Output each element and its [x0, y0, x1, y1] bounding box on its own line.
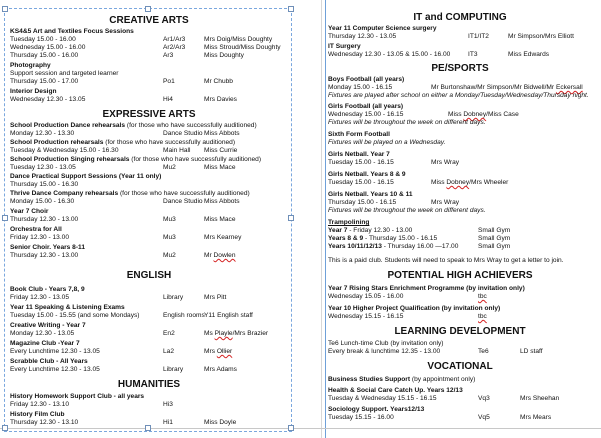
fixture-note: Fixtures will be throughout the week on different days.: [328, 207, 486, 214]
page-divider: [321, 0, 322, 438]
row-day: [328, 243, 458, 251]
activity-title: [328, 340, 443, 348]
fixture-note: Fixtures are played after school on either a Monday/Tuesday/Wednesday/Thursday night.: [328, 92, 589, 99]
row-staff: Mr Chubb: [204, 78, 233, 85]
activity-title: Dance Practical Support Sessions (Year 11 only): [10, 173, 162, 180]
row-room: Hi3: [163, 401, 173, 408]
row-staff: Miss Stroud/Miss Doughty: [204, 44, 281, 51]
row-room: La2: [163, 348, 175, 355]
row-day: Tuesday 15.00 - 15.55 (and some Mondays): [10, 312, 140, 319]
staff-prefix: Miss: [431, 179, 447, 186]
row-day: Tuesday 12.30 - 13.05: [10, 164, 76, 171]
staff-prefix: Mr: [204, 252, 214, 259]
row-day: Wednesday 15.00 - 16.15: [328, 111, 404, 118]
staff-prefix: Mr Burtonshaw/Mr Simpson/Mr Bidwell/Mr: [431, 84, 556, 91]
row-staff: Mrs Pitt: [204, 294, 227, 301]
spellcheck-word: Dobney: [446, 179, 470, 186]
row-room: Ar2/Ar3: [163, 44, 186, 51]
row-staff: [431, 179, 508, 187]
resize-handle[interactable]: [2, 425, 8, 431]
row-label: Year 7: [328, 227, 348, 234]
resize-handle[interactable]: [2, 6, 8, 12]
row-day: [328, 227, 412, 235]
row-day: Wednesday 15.00 - 16.00: [10, 44, 86, 51]
row-staff: Miss Edwards: [508, 51, 550, 58]
row-staff: Mrs Wray: [431, 159, 460, 166]
activity-title: [328, 376, 475, 384]
row-staff: Mrs Doig/Miss Doughty: [204, 36, 273, 43]
activity-title-text: School Production rehearsals: [10, 139, 104, 146]
activity-note: (by invitation only): [388, 340, 444, 347]
activity-title: Year 7 Rising Stars Enrichment Programme (by invitation only): [328, 285, 525, 292]
staff-suffix: /Mrs Wheeler: [469, 179, 509, 186]
row-day: Thursday 12.30 - 13.00: [10, 216, 79, 223]
row-day: Monday 12.30 - 13.05: [10, 330, 75, 337]
activity-title: KS4&5 Art and Textiles Focus Sessions: [10, 28, 134, 35]
row-room: Dance Studio: [163, 130, 203, 137]
activity-title: Magazine Club -Year 7: [10, 340, 80, 347]
row-day: Wednesday 12.30 - 13.05 & 15.00 - 16.00: [328, 51, 451, 58]
activity-title: Year 7 Choir: [10, 208, 49, 215]
row-room: Te6: [478, 348, 489, 355]
row-day: Thursday 15.00 - 16.30: [10, 181, 79, 188]
row-room: tbc: [478, 313, 487, 320]
row-staff: Mrs Mears: [520, 414, 552, 421]
row-day: Every Lunchtime 12.30 - 13.05: [10, 366, 100, 373]
row-time: - Friday 12.30 - 13.00: [347, 227, 413, 234]
fixture-note-text: Fixtures will be throughout the week on different days.: [328, 119, 486, 126]
activity-title: Sociology Support. Years12/13: [328, 406, 425, 413]
activity-title: Sixth Form Football: [328, 131, 390, 138]
section-heading-pha: POTENTIAL HIGH ACHIEVERS: [387, 270, 533, 281]
row-day: Friday 12.30 - 13.00: [10, 234, 70, 241]
activity-title: Trampolining: [328, 219, 370, 226]
text-frame-selection[interactable]: [4, 8, 292, 432]
activity-title: Interior Design: [10, 88, 57, 95]
activity-title-text: Te6 Lunch-time Club: [328, 340, 389, 347]
row-day: Tuesday 15.00 - 16.00: [10, 36, 76, 43]
row-room: Library: [163, 294, 184, 301]
row-day: Thursday 12.30 - 13.00: [10, 252, 79, 259]
resize-handle[interactable]: [145, 425, 151, 431]
row-day: Tuesday 15.15 - 16.00: [328, 414, 394, 421]
row-staff: Miss Mace: [204, 164, 236, 171]
row-staff: Miss Currie: [204, 147, 238, 154]
section-heading-learning-development: LEARNING DEVELOPMENT: [394, 326, 526, 337]
row-day: Tuesday & Wednesday 15.15 - 16.15: [328, 395, 437, 402]
row-day: Monday 15.00 - 16.30: [10, 198, 75, 205]
row-day: Thursday 15.00 - 16.00: [10, 52, 79, 59]
activity-note: (by appointment only): [410, 376, 476, 383]
activity-title: Scrabble Club - All Years: [10, 358, 88, 365]
row-staff: Mrs Wray: [431, 199, 460, 206]
section-heading-pe-sports: PE/SPORTS: [431, 63, 489, 74]
activity-title: Girls Football (all years): [328, 103, 404, 110]
activity-title: Senior Choir. Years 8-11: [10, 244, 86, 251]
row-staff: Miss Abbots: [204, 198, 240, 205]
activity-title: Year 10 Higher Project Qualification (by invitation only): [328, 305, 501, 312]
resize-handle[interactable]: [288, 6, 294, 12]
column-guide: [325, 0, 326, 438]
fixture-note: Fixtures will be played on a Wednesday.: [328, 139, 446, 146]
activity-title: Orchestra for All: [10, 226, 62, 233]
row-day: Thursday 15.00 - 16.15: [328, 199, 397, 206]
row-time: - Thursday 16.00 —17.00: [381, 243, 459, 250]
row-room: Main Hall: [163, 147, 191, 154]
activity-title: Book Club - Years 7,8, 9: [10, 286, 85, 293]
row-room: IT3: [468, 51, 478, 58]
row-day: Thursday 12.30 - 13.10: [10, 419, 79, 426]
activity-note: (for those who have successfully auditioned): [103, 139, 236, 146]
row-day: Tuesday & Wednesday 15.00 - 16.30: [10, 147, 119, 154]
staff-suffix: /Miss Case: [486, 111, 519, 118]
row-label: Years 10/11/12/13: [328, 243, 382, 250]
activity-note: Support session and targeted learner: [10, 70, 119, 77]
section-heading-it: IT and COMPUTING: [413, 12, 507, 23]
row-room: Mu3: [163, 216, 176, 223]
activity-title: Girls Netball. Year 7: [328, 151, 390, 158]
staff-suffix: /Mrs Brazier: [232, 330, 269, 337]
section-heading-english: ENGLISH: [126, 270, 172, 281]
row-staff: Miss Doyle: [204, 419, 237, 426]
resize-handle[interactable]: [288, 425, 294, 431]
section-heading-vocational: VOCATIONAL: [427, 361, 493, 372]
row-staff: Mrs Adams: [204, 366, 237, 373]
spellcheck-word: Ollier: [216, 348, 233, 355]
spellcheck-word: Eckersall: [555, 84, 583, 91]
activity-title-text: School Production Dance rehearsals: [10, 122, 126, 129]
resize-handle[interactable]: [145, 6, 151, 12]
row-staff: Mrs Davies: [204, 96, 237, 103]
activity-title: Boys Football (all years): [328, 76, 405, 83]
row-staff: Miss Abbots: [204, 130, 240, 137]
activity-title-text: Business Studies Support: [328, 376, 411, 383]
section-heading-expressive-arts: EXPRESSIVE ARTS: [102, 109, 196, 120]
row-staff: Miss Mace: [204, 216, 236, 223]
activity-note: (for those who have successfully auditioned): [129, 156, 262, 163]
row-day: Tuesday 15.00 - 16.15: [328, 179, 394, 186]
row-day: [328, 235, 437, 243]
row-room: Hi4: [163, 96, 173, 103]
row-staff: LD staff: [520, 348, 543, 355]
row-day: Every break & lunchtime 12.35 - 13.00: [328, 348, 441, 355]
staff-prefix: Ms: [204, 330, 215, 337]
row-room: IT1/IT2: [468, 33, 489, 40]
row-room: Vq5: [478, 414, 490, 421]
row-day: Wednesday 12.30 - 13.05: [10, 96, 86, 103]
row-staff: Mrs Kearney: [204, 234, 242, 241]
row-staff: Miss Doughty: [204, 52, 244, 59]
activity-title-text: Thrive Dance Company rehearsals: [10, 190, 119, 197]
activity-title: Creative Writing - Year 7: [10, 322, 86, 329]
row-room: Dance Studio: [163, 198, 203, 205]
row-room: Mu3: [163, 234, 176, 241]
row-room: Mu2: [163, 164, 176, 171]
staff-prefix: Miss: [448, 111, 464, 118]
row-staff: [431, 84, 583, 92]
spellcheck-word: Dobney: [463, 111, 487, 118]
spellcheck-word: Dowlen: [213, 252, 236, 259]
row-room: English rooms: [163, 312, 205, 319]
activity-title-text: School Production Singing rehearsals: [10, 156, 130, 163]
row-room: Po1: [163, 78, 175, 85]
activity-title: History Homework Support Club - all years: [10, 393, 145, 400]
club-note: This is a paid club. Students will need to speak to Mrs Wray to get a letter to join.: [328, 257, 564, 264]
row-room: Small Gym: [478, 243, 511, 250]
resize-handle[interactable]: [2, 215, 8, 221]
row-room: Small Gym: [478, 235, 511, 242]
row-room: Ar1/Ar3: [163, 36, 186, 43]
activity-title: Girls Netball. Years 8 & 9: [328, 171, 406, 178]
row-room: En2: [163, 330, 175, 337]
fixture-note: [328, 119, 486, 127]
row-room: Ar3: [163, 52, 174, 59]
row-day: Monday 15.00 - 16.15: [328, 84, 393, 91]
row-room: tbc: [478, 293, 487, 300]
row-day: Every Lunchtime 12.30 - 13.05: [10, 348, 100, 355]
section-heading-humanities: HUMANITIES: [117, 379, 181, 390]
staff-prefix: Mrs: [204, 348, 217, 355]
row-room: Vq3: [478, 395, 490, 402]
spellcheck-word: Playle: [214, 330, 233, 337]
row-day: Tuesday 15.00 - 16.15: [328, 159, 394, 166]
row-day: Wednesday 15.15 - 16.15: [328, 313, 404, 320]
activity-title: Health & Social Care Catch Up. Years 12/13: [328, 387, 463, 394]
activity-title: Year 11 Speaking & Listening Exams: [10, 304, 125, 311]
row-label: Years 8 & 9: [328, 235, 364, 242]
row-room: Library: [163, 366, 184, 373]
activity-note: (for those who have successfully auditioned): [118, 190, 250, 197]
row-day: Monday 12.30 - 13.30: [10, 130, 75, 137]
row-room: Small Gym: [478, 227, 511, 234]
row-day: Wednesday 15.05 - 16.00: [328, 293, 404, 300]
row-day: Friday 12.30 - 13.10: [10, 401, 70, 408]
row-staff: [448, 111, 519, 119]
activity-title: Photography: [10, 62, 51, 69]
row-time: - Thursday 15.00 - 16.15: [363, 235, 438, 242]
row-day: Friday 12.30 - 13.05: [10, 294, 70, 301]
activity-note: (for those who have successfully auditioned): [125, 122, 257, 129]
row-staff: Mr Simpson/Mrs Elliott: [508, 33, 574, 40]
activity-title: Girls Netball. Years 10 & 11: [328, 191, 413, 198]
row-room: Mu2: [163, 252, 176, 259]
row-staff: Y11 English staff: [204, 312, 253, 319]
section-heading-creative-arts: CREATIVE ARTS: [109, 15, 189, 26]
row-day: Thursday 12.30 - 13.05: [328, 33, 397, 40]
activity-title: Year 11 Computer Science surgery: [328, 25, 437, 32]
row-day: Thursday 15.00 - 17.00: [10, 78, 79, 85]
row-room: Hi1: [163, 419, 173, 426]
resize-handle[interactable]: [288, 215, 294, 221]
activity-title: IT Surgery: [328, 43, 361, 50]
activity-title: History Film Club: [10, 411, 65, 418]
row-staff: Mrs Sheehan: [520, 395, 560, 402]
